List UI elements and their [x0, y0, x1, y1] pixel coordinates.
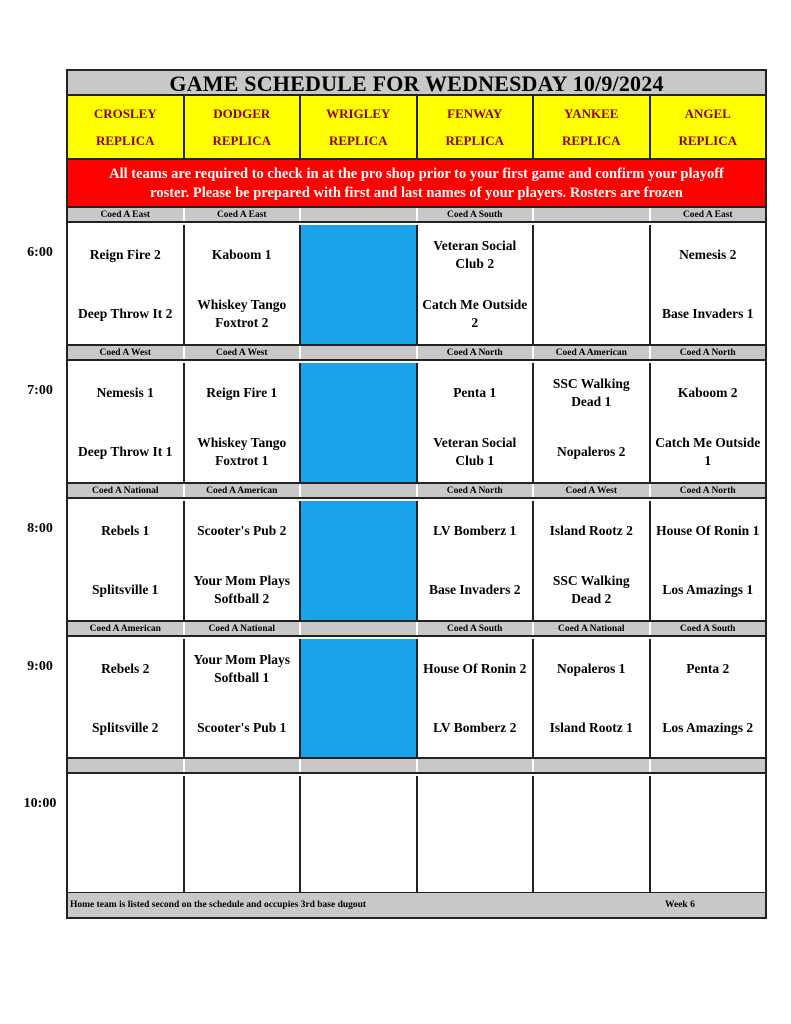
field-sub: REPLICA: [678, 132, 737, 148]
home-team: [301, 561, 416, 621]
time-label: 10:00: [23, 796, 57, 811]
time-label: 9:00: [27, 659, 53, 674]
home-team: SSC Walking Dead 2: [552, 573, 630, 607]
away-team: Scooter's Pub 2: [197, 522, 287, 538]
away-team: Nemesis 2: [679, 246, 737, 262]
away-team: Your Mom Plays Softball 1: [193, 651, 290, 685]
division-label: Coed A North: [418, 484, 535, 497]
away-team: Penta 1: [453, 384, 497, 400]
home-team: [301, 698, 416, 757]
game-row: [68, 363, 765, 484]
home-team: Splitsville 1: [92, 582, 159, 598]
division-label: Coed A South: [418, 208, 535, 221]
field-sub: REPLICA: [328, 132, 388, 148]
game-cell: [301, 776, 418, 892]
away-team: House Of Ronin 2: [423, 660, 527, 676]
field-header-row: [68, 96, 765, 160]
checkin-notice: [68, 160, 765, 208]
field-name: YANKEE: [564, 105, 619, 121]
home-team: Los Amazings 2: [662, 719, 754, 735]
away-team: [534, 776, 649, 834]
home-team: [301, 285, 416, 345]
division-label: Coed A American: [185, 484, 302, 497]
game-cell: [534, 776, 651, 892]
game-cell: [534, 639, 651, 757]
home-team: [301, 423, 416, 483]
division-row: [68, 346, 765, 361]
division-label: Coed A East: [68, 208, 185, 221]
home-team: [301, 834, 416, 892]
division-row: [68, 759, 765, 774]
footer: [68, 893, 765, 917]
field-name: CROSLEY: [93, 105, 157, 121]
home-team: [418, 834, 533, 892]
home-team: Splitsville 2: [92, 719, 159, 735]
away-team: Nemesis 1: [96, 384, 154, 400]
page-title: GAME SCHEDULE FOR WEDNESDAY 10/9/2024: [68, 71, 765, 96]
home-team: Nopaleros 2: [557, 444, 626, 460]
away-team: [301, 225, 416, 285]
schedule-sheet: [66, 69, 767, 919]
home-team: Whiskey Tango Foxtrot 1: [197, 435, 287, 469]
away-team: [301, 501, 416, 561]
field-header: [418, 96, 535, 158]
field-name: WRIGLEY: [326, 105, 391, 121]
division-row: [68, 208, 765, 223]
away-team: Island Rootz 2: [549, 522, 633, 538]
time-column: [0, 0, 66, 1024]
game-cell: [185, 776, 302, 892]
game-row: [68, 501, 765, 622]
away-team: [418, 776, 533, 834]
game-cell: [651, 501, 766, 620]
game-cell: [301, 225, 418, 344]
home-team: Los Amazings 1: [662, 582, 754, 598]
home-team: Catch Me Outside 1: [655, 435, 761, 469]
away-team: [68, 776, 183, 834]
division-row: [68, 622, 765, 637]
notice-line: roster. Please be prepared with first and last names of your players. Rosters are frozen: [150, 185, 683, 201]
division-label: Coed A North: [679, 486, 736, 496]
game-cell: [534, 225, 651, 344]
division-label: [301, 346, 418, 359]
division-label: Coed A American: [68, 622, 185, 635]
week-label: Week 6: [665, 900, 695, 910]
division-label: [301, 484, 418, 497]
home-team: [534, 285, 649, 345]
game-cell: [534, 363, 651, 482]
game-cell: [185, 363, 302, 482]
home-team: Catch Me Outside 2: [422, 297, 528, 331]
field-sub: REPLICA: [561, 132, 621, 148]
game-row: [68, 776, 765, 894]
away-team: Kaboom 1: [211, 246, 272, 262]
division-label: [651, 759, 766, 772]
home-team: LV Bomberz 2: [433, 719, 517, 735]
home-team: Whiskey Tango Foxtrot 2: [197, 297, 287, 331]
home-team: Scooter's Pub 1: [197, 719, 287, 735]
field-sub: REPLICA: [445, 132, 504, 148]
division-label: [534, 759, 651, 772]
field-sub: REPLICA: [212, 132, 271, 148]
game-cell: [418, 501, 535, 620]
division-label: Coed A South: [680, 624, 736, 634]
division-label: Coed A North: [418, 346, 535, 359]
away-team: Penta 2: [686, 660, 730, 676]
away-team: Kaboom 2: [677, 384, 738, 400]
game-row: [68, 225, 765, 346]
division-label: [418, 759, 535, 772]
division-label: Coed A North: [679, 348, 736, 358]
home-team: Base Invaders 2: [428, 582, 521, 598]
away-team: [534, 225, 649, 285]
game-cell: [651, 639, 766, 757]
away-team: [301, 776, 416, 834]
home-team: Deep Throw It 1: [78, 444, 173, 460]
game-cell: [301, 501, 418, 620]
game-cell: [418, 776, 535, 892]
division-label: [185, 759, 302, 772]
field-header: [68, 96, 185, 158]
division-label: Coed A West: [68, 346, 185, 359]
division-label: [301, 208, 418, 221]
division-label: Coed A National: [68, 484, 185, 497]
game-cell: [185, 501, 302, 620]
game-cell: [301, 363, 418, 482]
footer-note: Home team is listed second on the schedule and occupies 3rd base dugout: [70, 900, 367, 910]
time-label: 7:00: [27, 383, 53, 398]
division-label: [68, 759, 185, 772]
away-team: [185, 776, 300, 834]
division-label: [301, 759, 418, 772]
game-cell: [68, 639, 185, 757]
home-team: Island Rootz 1: [549, 719, 633, 735]
field-header: [185, 96, 302, 158]
away-team: Nopaleros 1: [557, 660, 626, 676]
field-name: FENWAY: [447, 105, 503, 121]
game-cell: [651, 776, 766, 892]
game-cell: [418, 363, 535, 482]
game-cell: [185, 225, 302, 344]
away-team: Reign Fire 2: [89, 246, 161, 262]
home-team: [68, 834, 183, 892]
division-label: Coed A National: [185, 622, 302, 635]
field-name: DODGER: [213, 105, 271, 121]
home-team: Your Mom Plays Softball 2: [193, 573, 290, 607]
home-team: [185, 834, 300, 892]
away-team: Veteran Social Club 2: [433, 237, 517, 271]
away-team: [301, 639, 416, 698]
home-team: Veteran Social Club 1: [433, 435, 517, 469]
division-label: Coed A West: [534, 484, 651, 497]
game-cell: [301, 639, 418, 757]
away-team: SSC Walking Dead 1: [552, 375, 630, 409]
game-cell: [418, 639, 535, 757]
away-team: [651, 776, 766, 834]
home-team: [534, 834, 649, 892]
game-cell: [68, 225, 185, 344]
home-team: [651, 834, 766, 892]
away-team: Rebels 2: [101, 660, 150, 676]
time-label: 8:00: [27, 521, 53, 536]
time-label: 6:00: [27, 245, 53, 260]
game-row: [68, 639, 765, 759]
home-team: Deep Throw It 2: [78, 306, 173, 322]
game-cell: [68, 363, 185, 482]
away-team: [301, 363, 416, 423]
away-team: House Of Ronin 1: [656, 522, 760, 538]
division-label: Coed A East: [185, 208, 302, 221]
division-label: Coed A West: [185, 346, 302, 359]
division-label: Coed A South: [418, 622, 535, 635]
division-row: [68, 484, 765, 499]
division-label: Coed A National: [534, 622, 651, 635]
field-header: [534, 96, 651, 158]
field-name: ANGEL: [684, 105, 731, 121]
field-header: [651, 96, 766, 158]
away-team: LV Bomberz 1: [433, 522, 517, 538]
notice-line: All teams are required to check in at the pro shop prior to your first game and confirm your playoff: [109, 166, 724, 182]
game-cell: [185, 639, 302, 757]
game-cell: [651, 225, 766, 344]
division-label: [534, 208, 651, 221]
game-cell: [68, 776, 185, 892]
division-label: Coed A American: [534, 346, 651, 359]
division-label: Coed A East: [682, 210, 733, 220]
game-cell: [68, 501, 185, 620]
game-cell: [418, 225, 535, 344]
field-header: [301, 96, 418, 158]
home-team: Base Invaders 1: [661, 306, 754, 322]
division-label: [301, 622, 418, 635]
game-cell: [534, 501, 651, 620]
away-team: Rebels 1: [101, 522, 150, 538]
away-team: Reign Fire 1: [206, 384, 278, 400]
game-cell: [651, 363, 766, 482]
field-sub: REPLICA: [95, 132, 155, 148]
